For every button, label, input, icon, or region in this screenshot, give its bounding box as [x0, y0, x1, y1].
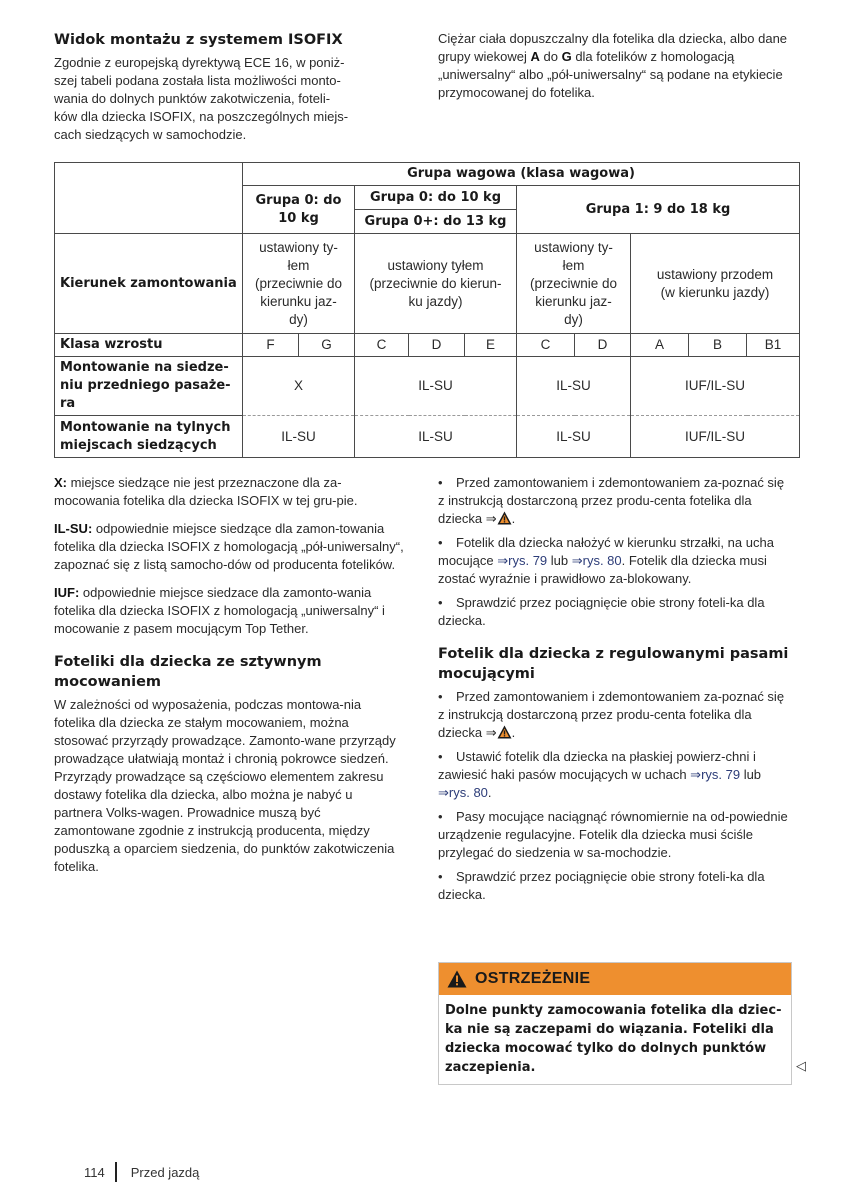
intro-line: Zgodnie z europejską dyrektywą ECE 16, w poniż-	[54, 55, 345, 70]
bullet-text: lub	[740, 767, 762, 782]
section-end-icon: ◁	[796, 1058, 806, 1073]
intro-left	[54, 30, 416, 144]
heading-line: Fotelik dla dziecka z regulowanymi pasami	[438, 646, 789, 662]
cell-line: łem	[287, 257, 310, 273]
cell-line: dy)	[564, 311, 583, 327]
warning-header	[439, 963, 791, 995]
cell-line: dy)	[289, 311, 308, 327]
label-line: miejscach siedzących	[60, 437, 217, 453]
group0-plus-header	[355, 186, 517, 234]
bullet-item: • Pasy mocujące naciągnąć równomiernie na od-powiednie urządzenie regulacyjne. Fotelik dla dziecka musi ściśle przylegać do siedzenia w sa-mochodzie.	[438, 808, 794, 862]
bullet-item: • Przed zamontowaniem i zdemontowaniem za-poznać się z instrukcją dostarczoną przez produ-centa fotelika dla dziecka ⇒ .	[438, 688, 794, 742]
heading-line: mocowaniem	[54, 674, 162, 690]
label-line: niu przedniego pasaże-	[60, 378, 231, 393]
footer-section-title: Przed jazdą	[130, 1164, 200, 1180]
warning-triangle-icon	[497, 511, 512, 525]
section-heading-straps	[438, 644, 794, 684]
warning-text: Dolne punkty zamocowania fotelika dla dziec-ka nie są zaczepami do wiązania. Foteliki dla dziecka mocować tylko do dolnych punktów zaczepienia.	[445, 1003, 782, 1075]
rear-group0plus-value: IL-SU	[355, 416, 517, 458]
cell-line: (przeciwnie do	[529, 275, 618, 291]
group0-line: 10 kg	[278, 210, 319, 226]
direction-rear-group0plus	[355, 234, 517, 334]
cell-line: (przeciwnie do kierun-	[369, 275, 502, 291]
bold-letter-g: G	[561, 49, 572, 64]
text-run: dla fotelików z homologacją „uniwersalny“ albo „pół-uniwersalny“ są podane na etykiecie przymocowanej do fotelika.	[438, 49, 783, 100]
front-seat-label	[55, 357, 243, 416]
bullet-text: Przed zamontowaniem i zdemontowaniem za-poznać się z instrukcją dostarczoną przez produ-centa fotelika dla dziecka ⇒	[438, 475, 785, 526]
figure-link[interactable]: ⇒rys. 80	[571, 553, 622, 568]
direction-rear-group1	[517, 234, 631, 334]
warning-title: OSTRZEŻENIE	[475, 970, 591, 987]
bullet-item: • Przed zamontowaniem i zdemontowaniem za-poznać się z instrukcją dostarczoną przez produ-centa fotelika dla dziecka ⇒ .	[438, 474, 794, 528]
intro-line: cach siedzących w samochodzie.	[54, 127, 247, 142]
group1-header: Grupa 1: 9 do 18 kg	[517, 186, 800, 234]
bullet-text: Fotelik dla dziecka nałożyć w kierunku strzałki, na ucha mocujące	[438, 535, 774, 568]
size-class-cell: C	[355, 334, 409, 357]
cell-line: łem	[562, 257, 585, 273]
rear-seat-label	[55, 416, 243, 458]
bullet-item	[438, 534, 794, 588]
intro-right-paragraph	[438, 30, 794, 102]
legend-column	[54, 474, 404, 876]
bullet-text: lub	[547, 553, 572, 568]
legend-ilsu	[54, 520, 404, 574]
section-heading-isofix: Widok montażu z systemem ISOFIX	[54, 32, 343, 48]
legend-text: miejsce siedzące nie jest przeznaczone dla za-mocowania fotelika dla dziecka ISOFIX w tej gru-pie.	[54, 475, 358, 508]
page-footer	[84, 1162, 199, 1182]
bullet-text: Ustawić fotelik dla dziecka na płaskiej powierz-chni i zawiesić haki pasów mocujących w uchach	[438, 749, 756, 782]
intro-line: wania do dolnych punktów zakotwiczenia, foteli-	[54, 91, 331, 106]
front-group1-front-value: IUF/IL-SU	[631, 357, 800, 416]
legend-key: IL-SU:	[54, 521, 93, 536]
legend-key: X:	[54, 475, 67, 490]
text-run: Ciężar ciała dopuszczalny dla fotelika dla dziecka, albo dane grupy wiekowej	[438, 31, 788, 64]
bullet-text: . Fotelik dla dziecka musi zostać wyraźnie i prawidłowo za-blokowany.	[438, 553, 767, 586]
rear-group0-value: IL-SU	[243, 416, 355, 458]
table-corner	[55, 163, 243, 234]
bullet-text: Przed zamontowaniem i zdemontowaniem za-poznać się z instrukcją dostarczoną przez produ-centa fotelika dla dziecka ⇒	[438, 689, 785, 740]
intro-line: szej tabeli podana została lista możliwości monto-	[54, 73, 341, 88]
legend-text: odpowiednie miejsce siedzace dla zamonto-wania fotelika dla dziecka ISOFIX z homologacją „uniwersalny“ i mocowanie z pasem mocującym Top Tether.	[54, 585, 385, 636]
size-class-cell: E	[465, 334, 517, 357]
cell-line: ustawiony ty-	[534, 239, 613, 255]
warning-triangle-icon	[447, 970, 467, 988]
cell-line: kierunku jaz-	[260, 293, 337, 309]
rear-group1-front-value: IUF/IL-SU	[631, 416, 800, 458]
label-line: Montowanie na tylnych	[60, 419, 231, 435]
rigid-paragraph: W zależności od wyposażenia, podczas montowa-nia fotelika dla dziecka ze stałym mocowaniem, można stosować przyrządy prowadzące. Zamonto-wane przyrządy prowadzące ułatwiają montaż i chronią pokrowce siedzeń. Przyrządy prowadzące są częściowo elementem zakresu dostawy fotelika dla dziecka, albo można je nabyć u partnera Volks-wagen. Prowadnice muszą być zamontowane zgodnie z instrukcją producenta, między poduszką a oparciem siedzenia, do punktów zakotwiczenia fotelika.	[54, 697, 396, 874]
legend-text: odpowiednie miejsce siedzące dla zamon-towania fotelika dla dziecka ISOFIX z homologacją „pół-uniwersalny“, zapoznać się z listą samocho-dów od producenta fotelików.	[54, 521, 404, 572]
size-class-cell: C	[517, 334, 575, 357]
group0-header	[243, 186, 355, 234]
label-line: Montowanie na siedze-	[60, 360, 229, 375]
size-class-label: Klasa wzrostu	[55, 334, 243, 357]
direction-front-group1	[631, 234, 800, 334]
cell-line: kierunku jaz-	[535, 293, 612, 309]
size-class-cell: B	[689, 334, 747, 357]
cell-line: (w kierunku jazdy)	[660, 284, 770, 300]
legend-key: IUF:	[54, 585, 80, 600]
rear-group1-rear-value: IL-SU	[517, 416, 631, 458]
size-class-cell: A	[631, 334, 689, 357]
front-group0plus-value: IL-SU	[355, 357, 517, 416]
size-class-cell: G	[299, 334, 355, 357]
cell-line: ustawiony ty-	[259, 239, 338, 255]
front-group0-value: X	[243, 357, 355, 416]
footer-divider	[115, 1162, 117, 1182]
front-group1-rear-value: IL-SU	[517, 357, 631, 416]
intro-right	[438, 30, 794, 102]
cell-line: (przeciwnie do	[254, 275, 343, 291]
isofix-table	[54, 162, 800, 458]
figure-link[interactable]: ⇒rys. 80	[438, 785, 488, 800]
intro-line: ków dla dziecka ISOFIX, na poszczególnych miejs-	[54, 109, 349, 124]
group0a-label: Grupa 0: do 10 kg	[355, 186, 516, 210]
section-heading-rigid	[54, 652, 404, 692]
label-line: ra	[60, 396, 76, 411]
bullet-item	[438, 748, 794, 802]
heading-line: mocującymi	[438, 666, 535, 682]
size-class-cell: F	[243, 334, 299, 357]
bullet-item: • Sprawdzić przez pociągnięcie obie strony foteli-ka dla dziecka.	[438, 594, 794, 630]
bullet-item: • Sprawdzić przez pociągnięcie obie strony foteli-ka dla dziecka.	[438, 868, 794, 904]
weight-group-header: Grupa wagowa (klasa wagowa)	[243, 163, 800, 186]
warning-triangle-icon	[497, 725, 512, 739]
warning-box	[438, 962, 792, 1085]
page-number: 114	[84, 1164, 105, 1180]
size-class-cell: B1	[747, 334, 800, 357]
direction-label: Kierunek zamontowania	[55, 234, 243, 334]
heading-line: Foteliki dla dziecka ze sztywnym	[54, 654, 322, 670]
group0plus-label: Grupa 0+: do 13 kg	[364, 214, 507, 229]
legend-iuf	[54, 584, 404, 638]
figure-link[interactable]: ⇒rys. 79	[497, 553, 548, 568]
instructions-column	[438, 474, 794, 910]
size-class-cell: D	[575, 334, 631, 357]
cell-line: ku jazdy)	[408, 293, 463, 309]
text-run: do	[539, 49, 562, 64]
figure-link[interactable]: ⇒rys. 79	[690, 767, 741, 782]
bullet-text: .	[487, 785, 492, 800]
bold-letter-a: A	[530, 49, 540, 64]
cell-line: ustawiony przodem	[656, 266, 774, 282]
direction-rear-group0	[243, 234, 355, 334]
group0-line: Grupa 0: do	[255, 192, 342, 208]
cell-line: ustawiony tyłem	[387, 257, 484, 273]
size-class-cell: D	[409, 334, 465, 357]
legend-x	[54, 474, 404, 510]
